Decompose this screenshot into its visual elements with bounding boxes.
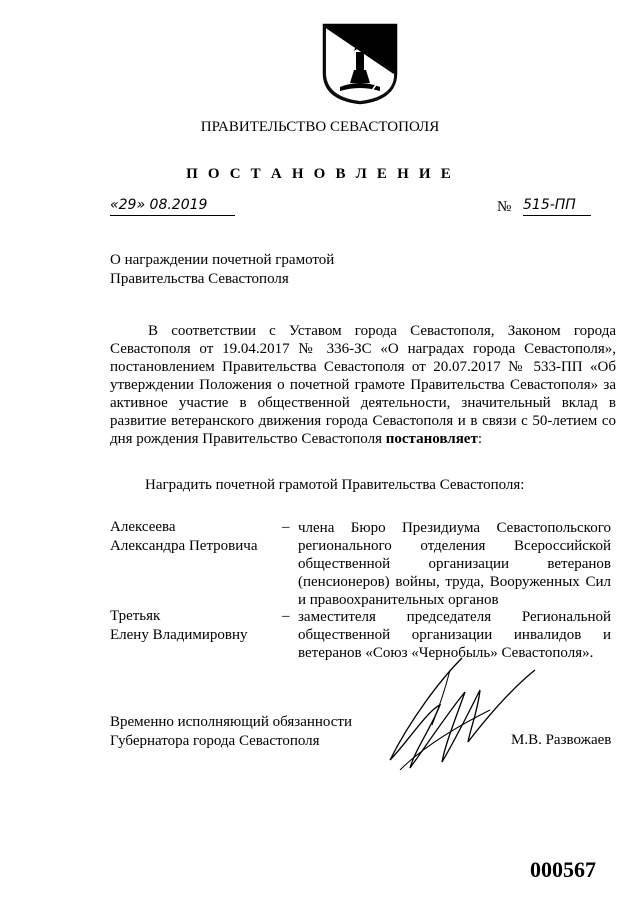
preamble-text: В соответствии с Уставом города Севастополя, Законом города Севастополя от 19.04.2017 № 336-ЗС «О наградах города Севастополя», постановлением Правительства Севастополя от 20.07.2017 № 533-ПП «Об утверждении Положения о почетной грамоте Правительства Севастополя» за активное участие в общественной деятельности, значительный вклад в развитие ветеранского движения города Севастополя и в связи с 50-летием со дня рождения Правительство Севастополя <box>110 323 616 447</box>
awardee-1-name <box>110 518 258 556</box>
government-name: ПРАВИТЕЛЬСТВО СЕВАСТОПОЛЯ <box>200 119 440 135</box>
document-number: 515-ПП <box>523 197 591 216</box>
resolution-line: Наградить почетной грамотой Правительства Севастополя: <box>145 477 525 493</box>
serial-number: 000567 <box>530 857 596 882</box>
awardee-2-position: заместителя председателя Региональной общественной организации инвалидов и ветеранов «Союз «Чернобыль» Севастополя». <box>298 609 611 661</box>
preamble-end: : <box>477 431 483 447</box>
awardee-given-name: Елену Владимировну <box>110 627 248 643</box>
awardee-2-dash: – <box>282 608 290 624</box>
subject-line-1: О награждении почетной грамотой <box>110 252 335 268</box>
awardee-2-name <box>110 607 248 645</box>
preamble-paragraph <box>110 322 616 448</box>
number-label: № <box>497 199 512 215</box>
subject-line-2: Правительства Севастополя <box>110 271 289 287</box>
awardee-surname: Алексеева <box>110 519 176 535</box>
subject-heading <box>110 251 334 289</box>
document-type-title: П О С Т А Н О В Л Е Н И Е <box>186 166 454 182</box>
signer-title-line-2: Губернатора города Севастополя <box>110 733 320 749</box>
preamble-bold: постановляет <box>385 431 478 447</box>
coat-of-arms-icon <box>318 21 402 105</box>
handwritten-signature-icon <box>370 650 540 785</box>
awardee-1-position: члена Бюро Президиума Севастопольского регионального отделения Всероссийской общественной организации ветеранов (пенсионеров) войны, труда, Вооруженных Сил и правоохранительных органов <box>298 520 611 608</box>
signer-title <box>110 713 352 751</box>
awardee-given-name: Александра Петровича <box>110 538 258 554</box>
awardee-surname: Третьяк <box>110 608 161 624</box>
awardee-1-dash: – <box>282 519 290 535</box>
signer-name: М.В. Развожаев <box>511 732 612 748</box>
signer-title-line-1: Временно исполняющий обязанности <box>110 714 353 730</box>
document-date: «29» 08.2019 <box>110 197 235 216</box>
